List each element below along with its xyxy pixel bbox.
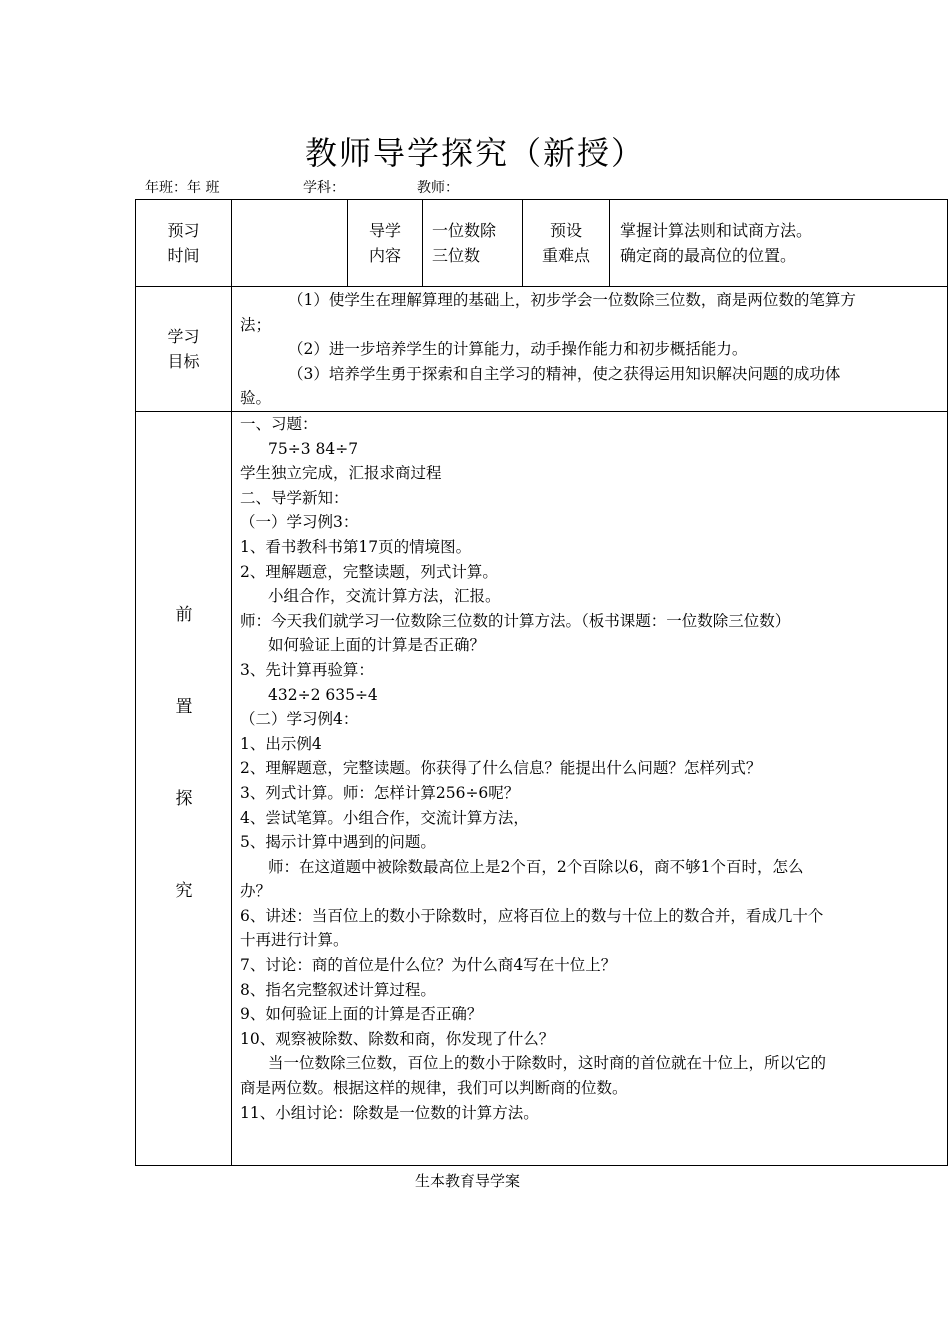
row-divider [136, 286, 947, 287]
class-field: 年班：年 班 [145, 180, 220, 196]
content-label: 导学 内容 [368, 221, 401, 265]
explore-label-4: 究 [175, 881, 193, 901]
difficulty-label: 预设 重难点 [541, 221, 590, 265]
subject-field: 学科： [303, 180, 345, 196]
explore-text: 一、习题： 75÷3 84÷7 学生独立完成，汇报求商过程 二、导学新知： （一）学习例3： 1、看书教科书第17页的情境图。 2、理解题意，完整读题，列式计算。 小组合作，交流计算方法，汇报。 师：今天我们就学习一位数除三位数的计算方法。（板书课题：一位数除三位数） 如何验证上面的计算是否正确？ 3、先计算再验算： 432÷2 635÷4 （二）学习例4： 1、出示例4 2、理解题意，完整读题。你获得了什么信息？能提出什么问题？怎样列式？ 3、列式计算。师：怎样计算256÷6呢？ 4、尝试笔算。小组合作，交流计算方法， 5、揭示计算中遇到的问题。 师：在这道题中被除数最高位上是2个百，2个百除以6，商不够1个百时，怎么 办？ 6、讲述：当百位上的数小于除数时，应将百位上的数与十位上的数合并，看成几十个 十再进行计算。 7、讨论：商的首位是什么位？为什么商4写在十位上？ 8、指名完整叙述计算过程。 9、如何验证上面的计算是否正确？ 10、观察被除数、除数和商，你发现了什么？ 当一位数除三位数，百位上的数小于除数时，这时商的首位就在十位上，所以它的 商是两位数。根据这样的规律，我们可以判断商的位数。 11、小组讨论：除数是一位数的计算方法。 [240, 415, 827, 1122]
lesson-table [135, 199, 948, 1166]
goals-label: 学习 目标 [167, 327, 200, 371]
footer-text: 生本教育导学案 [415, 1172, 521, 1190]
explore-label-1: 前 [175, 605, 193, 625]
explore-label-2: 置 [175, 697, 193, 717]
column-divider [609, 200, 610, 286]
page-title: 教师导学探究（新授） [304, 134, 645, 172]
teacher-field: 教师： [417, 180, 459, 196]
difficulty-value: 掌握计算法则和试商方法。 确定商的最高位的位置。 [620, 221, 813, 265]
content-value: 一位数除 三位数 [432, 221, 497, 265]
column-divider [231, 200, 232, 1165]
column-divider [422, 200, 423, 286]
prep-time-label: 预习 时间 [167, 221, 200, 265]
goals-text: （1）使学生在理解算理的基础上，初步学会一位数除三位数，商是两位数的笔算方 法； （2）进一步培养学生的计算能力，动手操作能力和初步概括能力。 （3）培养学生勇于探索和自主学习的精神，使之获得运用知识解决问题的成功体 验。 [240, 291, 856, 408]
explore-label-3: 探 [175, 789, 193, 809]
